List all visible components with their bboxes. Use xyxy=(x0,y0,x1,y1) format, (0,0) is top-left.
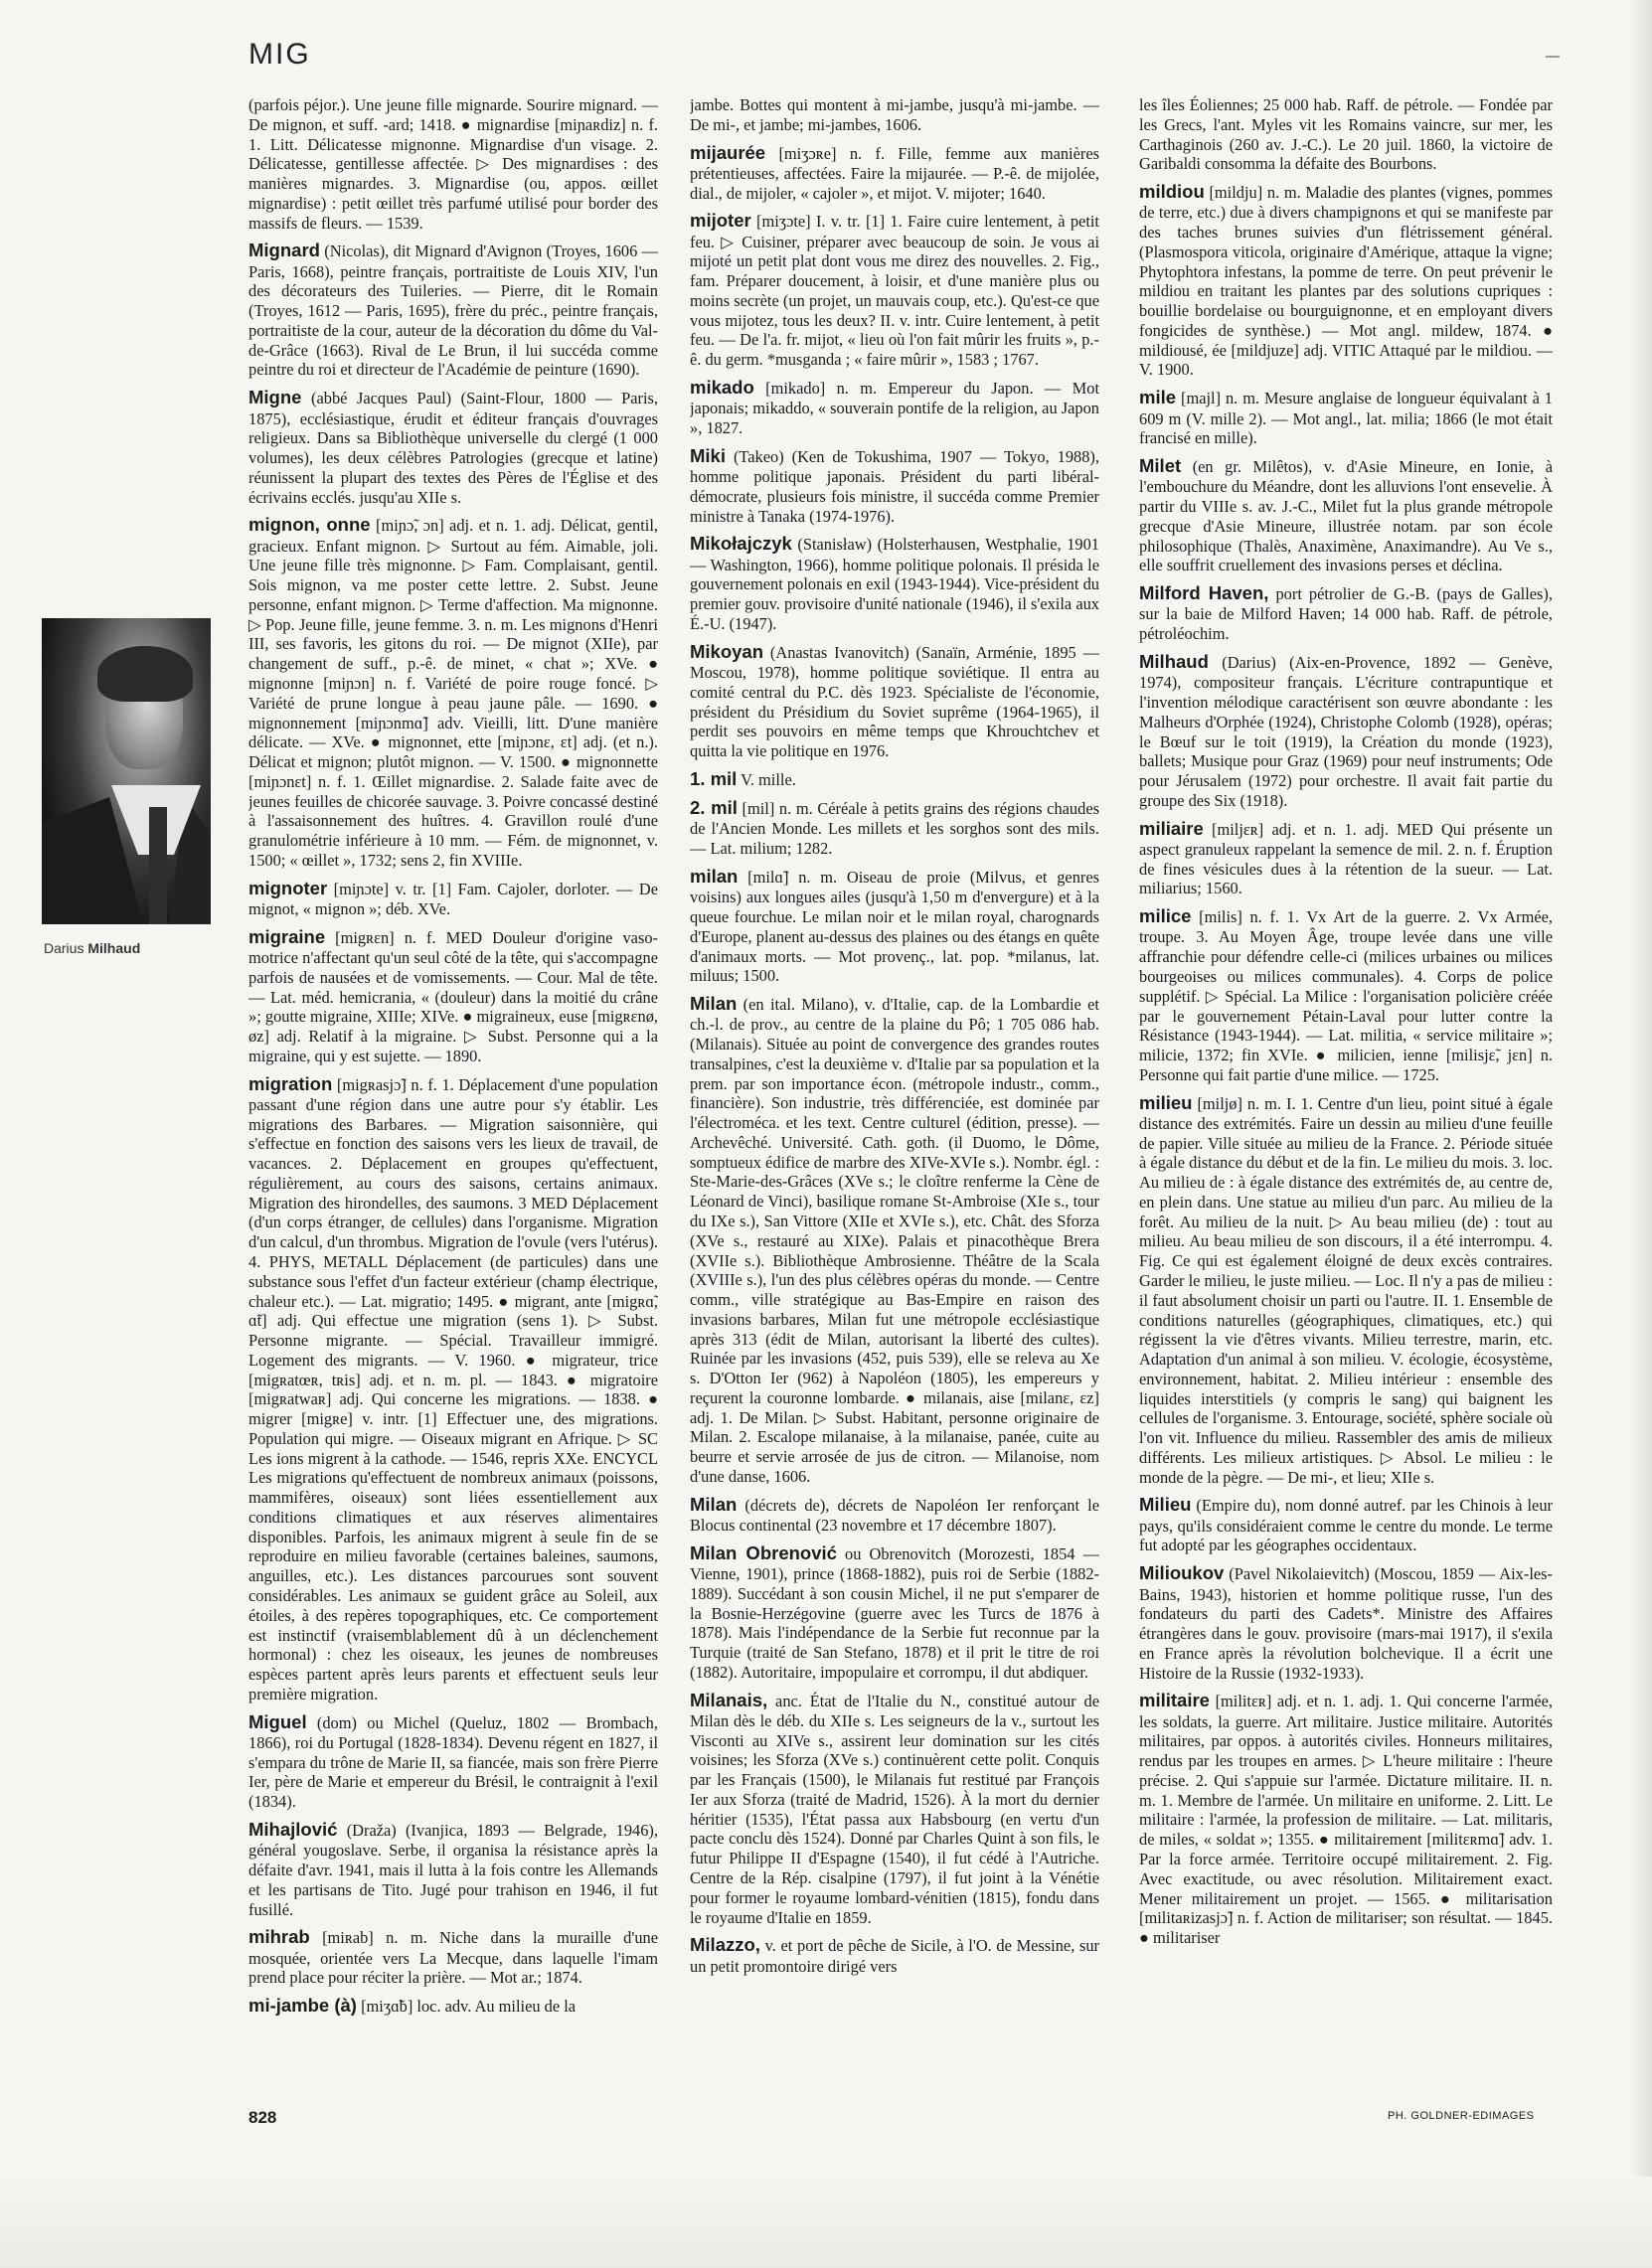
entry-definition: [mikado] n. m. Empereur du Japon. — Mot japonais; mikaddo, « souverain pontife de la religion, au Japon », 1827. xyxy=(690,378,1099,438)
dictionary-entry xyxy=(1139,905,1553,1084)
page-number: 828 xyxy=(248,2108,277,2127)
entry-definition: [miɲɔte] v. tr. [1] Fam. Cajoler, dorloter. — De mignot, « mignon »; déb. XVe. xyxy=(248,879,658,918)
column-1 xyxy=(248,95,658,2093)
column-2 xyxy=(690,95,1099,2093)
dictionary-entry xyxy=(690,533,1099,633)
entry-headword: militaire xyxy=(1139,1690,1210,1711)
dictionary-entry xyxy=(248,514,658,870)
entry-definition: (Stanisław) (Holsterhausen, Westphalie, 1901 — Washington, 1966), homme politique polonais. Il présida le gouvernement polonais en exil (1943-1944). Vice-président du premier gouv. provisoire d'unité nationale (1946), il s'exila aux É.-U. (1947). xyxy=(690,535,1099,633)
entry-headword: mijaurée xyxy=(690,141,766,163)
entry-definition: (abbé Jacques Paul) (Saint-Flour, 1800 — Paris, 1875), ecclésiastique, érudit et éditeur français d'ouvrages religieux. Dans sa Bibliothèque universelle du clergé (1 000 volumes), les deux célèbres Patrologies (grecque et latine) réunissent la plupart des textes des Pères de l'Église et des écrivains ecclés. jusqu'au XIIe s. xyxy=(248,389,658,507)
entry-headword: milice xyxy=(1139,905,1192,927)
portrait-hair xyxy=(97,646,193,702)
entry-headword: 1. mil xyxy=(690,767,738,789)
dictionary-entry xyxy=(248,95,658,233)
entry-headword: milieu xyxy=(1139,1091,1193,1113)
dictionary-entry xyxy=(690,768,1099,790)
running-head: MIG xyxy=(248,38,311,71)
entry-headword: mile xyxy=(1139,387,1177,408)
dictionary-entry xyxy=(248,1995,658,2017)
dictionary-entry xyxy=(690,445,1099,527)
dictionary-entry xyxy=(1139,818,1553,899)
dictionary-entry xyxy=(248,1819,658,1919)
entry-definition: (Draža) (Ivanjica, 1893 — Belgrade, 1946), général yougoslave. Serbe, il organisa la résistance après la défaite d'avr. 1941, mais il lutta à la fois contre les Allemands et les partisans de Tito. Jugé pour trahison en 1946, il fut fusillé. xyxy=(248,1820,658,1919)
entry-headword: Milioukov xyxy=(1139,1562,1225,1584)
entry-definition: (en gr. Milêtos), v. d'Asie Mineure, en Ionie, à l'embouchure du Méandre, dont les alluvions l'ont ensevelie. À partir du VIIIe s. av. J.-C., Milet fut la plus grande métropole grecque d'Asie Mineure, illustrée notam. par son école philosophique (Thalès, Anaximène, Anaximandre). Au Ve s., elle souffrit cruellement des invasions perses et déclina. xyxy=(1139,457,1553,575)
dictionary-entry xyxy=(690,210,1099,370)
entry-definition: (parfois péjor.). Une jeune fille mignarde. Sourire mignard. — De mignon, et suff. -ard; 1418. ● mignardise [miɲaʀdiz] n. f. 1. Litt. Délicatesse mignonne. Mignardise d'un visage. 2. Délicatesse, gentillesse affectée. ▷ Des mignardises : des manières mignardes. 3. Mignardise (ou, appos. œillet mignardise) : petit œillet très parfumé utilisé pour border des massifs de fleurs. — 1539. xyxy=(248,95,658,233)
entry-headword: Milet xyxy=(1139,455,1182,477)
entry-headword: mihrab xyxy=(248,1926,310,1948)
dictionary-entry xyxy=(1139,1562,1553,1683)
dictionary-entry xyxy=(248,1926,658,1988)
entry-headword: Mihajlović xyxy=(248,1818,338,1840)
entry-definition: (Anastas Ivanovitch) (Sanaïn, Arménie, 1895 — Moscou, 1978), homme politique soviétique. Il entra au comité central du P.C. dès 1923. Spécialiste de l'économie, président du Présidium du Soviet suprême (1964-1965), il perdit ses pouvoirs en même temps que Khrouchtchev et quitta la vie politique en 1976. xyxy=(690,642,1099,761)
dictionary-entry xyxy=(248,1073,658,1704)
photo-credit: PH. GOLDNER-EDIMAGES xyxy=(1388,2110,1535,2122)
dictionary-entry xyxy=(1139,1690,1553,1947)
entry-headword: mikado xyxy=(690,376,754,398)
portrait-photo xyxy=(42,618,211,924)
entry-definition: [milɑ̃] n. m. Oiseau de proie (Milvus, et genres voisins) aux longues ailes (jusqu'à 1,50 m d'envergure) et à la queue fourchue. Le milan noir et le milan royal, charognards d'Europe, planent au-dessus des plaines ou des étangs en quête d'animaux morts. — Mot provenç., lat. pop. *milanus, lat. miluus; 1500. xyxy=(690,867,1099,986)
entry-definition: (Nicolas), dit Mignard d'Avignon (Troyes, 1606 — Paris, 1668), peintre français, portraitiste de Louis XIV, l'un des décorateurs des Tuileries. — Pierre, dit le Romain (Troyes, 1612 — Paris, 1695), frère du préc., peintre français, portraitiste de la cour, auteur de la décoration du dôme du Val-de-Grâce (1663). Rival de Le Brun, il lui succéda comme peintre du roi et directeur de l'Académie de peinture (1690). xyxy=(248,242,658,380)
dictionary-entry xyxy=(690,377,1099,438)
entry-definition: (Pavel Nikolaievitch) (Moscou, 1859 — Aix-les-Bains, 1943), historien et homme politique russe, l'un des fondateurs du parti des Cadets*. Ministre des Affaires étrangères dans le gouv. provisoire (mars-mai 1917), il s'exila en France après la révolution bolchevique. Il a écrit une Histoire de la Russie (1932-1933). xyxy=(1139,1564,1553,1683)
entry-definition: [miʒɔʀe] n. f. Fille, femme aux manières prétentieuses, affectées. Faire la mijaurée. — P.-ê. de mijolée, dial., de mijoler, « cajoler », et mijot. V. mijoter; 1640. xyxy=(690,143,1099,203)
dictionary-entry xyxy=(690,993,1099,1487)
entry-definition: [migʀɛn] n. f. MED Douleur d'origine vaso-motrice n'affectant qu'un seul côté de la tête, qui s'accompagne parfois de nausées et de vomissements. — Cour. Mal de tête. — Lat. méd. hemicrania, « (douleur) dans la moitié du crâne »; goutte migraine, XIIIe; XIVe. ● migraineux, euse [migʀɛnø, øz] adj. Relatif à la migraine. ▷ Subst. Personne qui a la migraine, qui y est sujette. — 1890. xyxy=(248,927,658,1065)
dictionary-entry xyxy=(248,240,658,380)
entry-definition: [mildju] n. m. Maladie des plantes (vignes, pommes de terre, etc.) due à divers champignons et qui se manifeste par des taches brunes suivies d'un flétrissement général. (Plasmospora viticola, originaire d'Amérique, attaque la vigne; Phytophtora infestans, la pomme de terre. On peut prévenir le mildiou en traitant les plantes par des solutions cupriques : bouillie bordelaise ou bourguignonne, et en employant divers fongicides de synthèse.) — Mot angl. mildew, 1874. ● mildiousé, ée [mildjuze] adj. VITIC Attaqué par le mildiou. — V. 1900. xyxy=(1139,183,1553,380)
entry-headword: migration xyxy=(248,1072,333,1094)
dictionary-entry xyxy=(1139,181,1553,380)
entry-headword: miliaire xyxy=(1139,817,1204,839)
entry-headword: Milieu xyxy=(1139,1494,1192,1516)
entry-definition: [miljø] n. m. I. 1. Centre d'un lieu, point situé à égale distance des extrémités. Faire un dessin au milieu d'une feuille de papier. Ville située au milieu de la France. 2. Période située à égale distance du début et de la fin. Le milieu du mois. 3. loc. Au milieu de : à égale distance des extrémités de, au centre de, en plein dans. Une statue au milieu d'un parc. Au milieu de la forêt. Au milieu de la nuit. ▷ Au beau milieu (de) : tout au milieu. Au beau milieu de son discours, il a été interrompu. 4. Fig. Ce qui est également éloigné de deux excès contraires. Garder le milieu, le juste milieu. — Loc. Il n'y a pas de milieu : il faut absolument choisir un parti ou l'autre. II. 1. Ensemble de conditions naturelles (géographiques, climatiques, etc.) qui régissent la vie d'êtres vivants. Milieu terrestre, marin, etc. Adaptation d'un animal à son milieu. V. écologie, écosystème, environnement, habitat. 2. Milieu intérieur : ensemble des liquides interstitiels (y compris le sang) qui baignent les cellules de l'organisme. 3. Entourage, société, sphère sociale où l'on vit. Influence du milieu. Rassembler des amis de milieux différents. Les milieux artistiques. ▷ Absol. Le milieu : le monde de la pègre. — De mi-, et lieu; XIIe s. xyxy=(1139,1093,1553,1487)
dictionary-entry xyxy=(690,641,1099,761)
entry-headword: Milan Obrenović xyxy=(690,1541,837,1563)
entry-definition: [miʒɔte] I. v. tr. [1] 1. Faire cuire lentement, à petit feu. ▷ Cuisiner, préparer avec beaucoup de soin. Je vous ai mijoté un petit plat dont vous me direz des nouvelles. 2. Fig., fam. Préparer doucement, à loisir, et d'une manière plus ou moins secrète (un projet, un mauvais coup, etc.). Qu'est-ce que vous mijotez, tous les deux? II. v. intr. Cuire lentement, à petit feu. — De l'a. fr. mijot, « lieu où l'on fait mûrir les fruits », p.-ê. du germ. *musganda ; « faire mûrir », 1583 ; 1767. xyxy=(690,212,1099,370)
entry-headword: Mikoyan xyxy=(690,640,764,662)
page-edge-shadow xyxy=(1630,0,1652,2268)
entry-headword: Milan xyxy=(690,993,738,1015)
caption-last-name: Milhaud xyxy=(87,940,141,956)
entry-headword: Migne xyxy=(248,387,302,408)
entry-definition: (en ital. Milano), v. d'Italie, cap. de la Lombardie et ch.-l. de prov., au centre de la plaine du Pô; 1 705 086 hab. (Milanais). Située au point de convergence des grandes routes transalpines, c'est la deuxième v. d'Italie par sa population et la prem. par son importance écon. (métropole industr., comm., financière). Son industrie, très différenciée, est dominée par l'électroméca. et les text. Centre culturel (édition, presse). — Archevêché. Université. Cath. goth. (il Duomo, le Dôme, somptueux édifice de marbre des XIVe-XVIe s.). Nombr. égl. : Ste-Marie-des-Grâces (XVe s.; le cloître renferme la Cène de Léonard de Vinci), basilique romane St-Ambroise (XIe s., tour du IXe s.), San Vittore (XIIe et XVIe s.), etc. Chât. des Sforza (XVe s., restauré au XIXe). Palais et pinacothèque Brera (XVIIe s.). Bibliothèque Ambrosienne. Théâtre de la Scala (XVIIIe s.), l'un des plus célèbres opéras du monde. — Centre comm., ville stratégique au Bas-Empire en raison des invasions barbares, Milan fut une métropole ecclésiastique après 313 (édit de Milan, autorisant la liberté des cultes). Ruinée par les invasions (452, puis 539), elle se releva au Xe s. D'Otton Ier (962) à Napoléon (1805), les empereurs y reçurent la couronne lombarde. ● milanais, aise [milanɛ, ɛz] adj. 1. De Milan. ▷ Subst. Habitant, personne originaire de Milan. 2. Escalope milanaise, à la milanaise, panée, cuite au beurre et servie arrosée de jus de citron. — Milanoise, nom d'une danse, 1606. xyxy=(690,995,1099,1486)
entry-definition: (Darius) (Aix-en-Provence, 1892 — Genève, 1974), compositeur français. L'écriture contrapuntique et l'invention mélodique caractérisent son œuvre abondante : les Malheurs d'Orphée (1924), Christophe Colomb (1928), opéras; le Bœuf sur le toit (1919), la Création du monde (1923), ballets; Musique pour Graz (1969) pour neuf instruments; Ode pour Jérusalem (1972) pour orchestre. Il avait fait partie du groupe des Six (1918). xyxy=(1139,652,1553,810)
margin-mark xyxy=(1546,56,1560,58)
dictionary-entry xyxy=(690,1542,1099,1683)
entry-headword: Miki xyxy=(690,444,726,466)
entry-headword: 2. mil xyxy=(690,797,738,819)
entry-definition: v. et port de pêche de Sicile, à l'O. de Messine, sur un petit promontoire dirigé vers xyxy=(690,1936,1099,1976)
entry-definition: [miʒɑ̃b] loc. adv. Au milieu de la xyxy=(361,1997,577,2017)
entry-headword: Milan xyxy=(690,1493,738,1515)
entry-definition: [miʀab] n. m. Niche dans la muraille d'une mosquée, orientée vers La Mecque, dans laquelle l'imam prend place pour réciter la prière. — Mot ar.; 1874. xyxy=(248,1928,658,1988)
entry-definition: ou Obrenovitch (Morozesti, 1854 — Vienne, 1901), prince (1868-1882), puis roi de Serbie (1882-1889). Succédant à son cousin Michel, il ne put s'emparer de la Bosnie-Herzégovine (guerre avec les Turcs de 1876 à 1878). Mais l'indépendance de la Serbie fut reconnue par la Turquie (traité de San Stefano, 1878) et il prit le titre de roi (1882). Autoritaire, impopulaire et corrompu, il dut abdiquer. xyxy=(690,1543,1099,1682)
entry-headword: migraine xyxy=(248,925,326,947)
dictionary-entry xyxy=(690,1494,1099,1536)
entry-headword: milan xyxy=(690,865,739,887)
dictionary-entry xyxy=(690,1690,1099,1928)
caption-first-name: Darius xyxy=(44,940,84,956)
dictionary-entry xyxy=(248,387,658,507)
entry-definition: [milis] n. f. 1. Vx Art de la guerre. 2. Vx Armée, troupe. 3. Au Moyen Âge, troupe levée dans une ville affranchie pour défendre celle-ci (milices urbaines ou milices bourgeoises ou milices communales). 4. Corps de police supplétif. ▷ Spécial. La Milice : l'organisation policière créée par le gouvernement Pétain-Laval pour lutter contre la Résistance (1943-1944). — Lat. militia, « service militaire »; milicie, 1372; fin XVIe. ● milicien, ienne [milisjɛ̃, jɛn] n. Personne qui fait partie d'une milice. — 1725. xyxy=(1139,907,1553,1084)
entry-headword: mildiou xyxy=(1139,181,1205,203)
entry-headword: Milanais, xyxy=(690,1689,768,1710)
entry-headword: mignoter xyxy=(248,877,328,898)
entry-headword: Milazzo, xyxy=(690,1934,760,1956)
entry-definition: (Takeo) (Ken de Tokushima, 1907 — Tokyo, 1988), homme politique japonais. Président du parti libéral-démocrate, plusieurs fois ministre, il succéda comme Premier ministre à Tanaka (1974-1976). xyxy=(690,446,1099,526)
entry-definition: [mil] n. m. Céréale à petits grains des régions chaudes de l'Ancien Monde. Les millets et les sorghos sont des mils. — Lat. milium; 1282. xyxy=(690,799,1099,859)
entry-definition: (Empire du), nom donné autref. par les Chinois à leur pays, qu'ils considéraient comme le centre du monde. Le terme fut adopté par les géographes occidentaux. xyxy=(1139,1496,1553,1555)
portrait-tie xyxy=(149,807,167,924)
entry-definition: (décrets de), décrets de Napoléon Ier renforçant le Blocus continental (23 novembre et 17 décembre 1807). xyxy=(690,1495,1099,1535)
dictionary-entry xyxy=(690,95,1099,135)
entry-definition: jambe. Bottes qui montent à mi-jambe, jusqu'à mi-jambe. — De mi-, et jambe; mi-jambes, 1606. xyxy=(690,95,1099,134)
photo-caption xyxy=(44,940,140,956)
entry-definition: anc. État de l'Italie du N., constitué autour de Milan dès le déb. du XIIe s. Les seigneurs de la v., surtout les Visconti au XIVe s., assirent leur domination sur les cités voisines; les Sforza (XVe s.) continuèrent cette polit. Conquis par les Français (1500), le Milanais fut restitué par François Ier aux Sforza (traité de Madrid, 1526). À la mort du dernier héritier (1535), l'État passa aux Habsbourg (en vertu d'un pacte conclu dès 1524). Donné par Charles Quint à son fils, le futur Philippe II d'Espagne (1540), il fut cédé à l'Autriche. Centre de la Rép. cisalpine (1797), il fut joint à la Vénétie pour former le royaume lombard-vénitien (1815), fondu dans le royaume d'Italie en 1859. xyxy=(690,1691,1099,1927)
entry-definition: port pétrolier de G.-B. (pays de Galles), sur la baie de Milford Haven; 14 000 hab. Raff. de pétrole, pétroléochim. xyxy=(1139,584,1553,644)
entry-headword: Mikołajczyk xyxy=(690,533,792,555)
entry-headword: mijoter xyxy=(690,210,751,232)
dictionary-entry xyxy=(248,1711,658,1812)
dictionary-entry xyxy=(1139,582,1553,644)
entry-definition: [miljɛʀ] adj. et n. 1. adj. MED Qui présente un aspect granuleux rappelant la semence de mil. 2. n. f. Éruption de fines vésicules dues à la rétention de la sueur. — Lat. miliarius; 1560. xyxy=(1139,819,1553,898)
dictionary-entry xyxy=(690,1934,1099,1976)
entry-definition: [militɛʀ] adj. et n. 1. adj. 1. Qui concerne l'armée, les soldats, la guerre. Art militaire. Justice militaire. Autorités militaires, par oppos. à autorités civiles. Honneurs militaires, rendus par les troupes en armes. ▷ L'heure militaire : l'heure précise. 2. Qui s'appuie sur l'armée. Dictature militaire. II. n. m. 1. Membre de l'armée. Un militaire en uniforme. 2. Litt. Le militaire : l'armée, la profession de militaire. — Lat. militaris, de miles, « soldat »; 1355. ● militairement [militɛʀmɑ̃] adv. 1. Par la force armée. Territoire occupé militairement. 2. Fig. Avec exactitude, ou avec résolution. Militairement exact. Mener militairement un projet. — 1565. ● militarisation [militaʀizasjɔ̃] n. f. Action de militariser; son résultat. — 1845. ● militariser xyxy=(1139,1692,1553,1948)
entry-headword: mignon, onne xyxy=(248,514,371,536)
dictionary-entry xyxy=(248,926,658,1066)
dictionary-entry xyxy=(1139,1092,1553,1488)
dictionary-entry xyxy=(690,866,1099,986)
dictionary-entry xyxy=(1139,455,1553,575)
entry-definition: les îles Éoliennes; 25 000 hab. Raff. de pétrole. — Fondée par les Grecs, l'ant. Myles vit les Romains vaincre, sur mer, les Carthaginois (260 av. J.-C.). Le 20 juil. 1860, la victoire de Garibaldi consomma la défaite des Bourbons. xyxy=(1139,95,1553,174)
dictionary-entry xyxy=(690,142,1099,204)
dictionary-entry xyxy=(1139,387,1553,448)
bottom-margin xyxy=(0,2177,1652,2268)
entry-definition: [migʀasjɔ̃] n. f. 1. Déplacement d'une population passant d'une région dans une autre pour s'y établir. Les migrations des Barbares. — Migration saisonnière, qui s'effectue en fonction des saisons vers les lieux de travail, de vacances. 2. Déplacement en groupes qu'effectuent, régulièrement, au cours des saisons, certains animaux. Migration des hirondelles, des saumons. 3 MED Déplacement (d'un corps étranger, de cellules) dans l'organisme. Migration d'un calcul, d'un thrombus. Migration de l'ovule (vers l'utérus). 4. PHYS, METALL Déplacement (de particules) dans une substance sous l'effet d'un facteur extérieur (champ électrique, chaleur etc.). — Lat. migratio; 1495. ● migrant, ante [migʀɑ̃, ɑ̃t] adj. Qui effectue une migration (sens 1). ▷ Subst. Personne migrante. — Spécial. Travailleur immigré. Logement des migrants. — V. 1960. ● migrateur, trice [migʀatœʀ, tʀis] adj. et n. m. pl. — 1843. ● migratoire [migʀatwaʀ] adj. Qui concerne les migrations. — 1838. ● migrer [migʀe] v. intr. [1] Effectuer une, des migrations. Population qui migre. — Oiseaux migrant en Afrique. ▷ SC Les ions migrent à la cathode. — 1546, repris XXe. ENCYCL Les migrations qu'effectuent de nombreux animaux (poissons, mammifères, oiseaux) sont liées essentiellement aux conditions climatiques et aux réserves alimentaires disponibles. Parfois, les animaux migrent à seule fin de se reproduire en milieu favorable (certaines baleines, saumons, anguilles, etc.). Les distances parcourues sont souvent considérables. Les animaux se guident grâce au Soleil, aux étoiles, à des repères topographiques, etc. Ce comportement est instinctif (vraisemblablement dû à un déclenchement hormonal) : chez les oiseaux, les jeunes de nombreuses espèces partent après leurs parents et effectuent seuls leur première migration. xyxy=(248,1074,658,1703)
dictionary-entry xyxy=(248,878,658,919)
column-3 xyxy=(1139,95,1553,2093)
entry-definition: [miɲɔ̃, ɔn] adj. et n. 1. adj. Délicat, gentil, gracieux. Enfant mignon. ▷ Surtout au fém. Aimable, joli. Une jeune fille très mignonne. ▷ Fam. Complaisant, gentil. Sois mignon, va me poster cette lettre. 2. Subst. Jeune personne, enfant mignon. ▷ Terme d'affection. Ma mignonne. ▷ Pop. Jeune fille, jeune femme. 3. n. m. Les mignons d'Henri III, ses favoris, les gitons du roi. — De mignot (XIIe), par changement de suff., p.-ê. de minet, « chat »; XVe. ● mignonne [miɲɔn] n. f. Variété de poire rouge foncé. ▷ Variété de prune longue à peau jaune pâle. — 1690. ● mignonnement [miɲɔnmɑ̃] adv. Vieilli, litt. D'une manière délicate. — XVe. ● mignonnet, ette [miɲɔnɛ, ɛt] adj. (et n.). Délicat et mignon; plutôt mignon. — V. 1500. ● mignonnette [miɲɔnɛt] n. f. 1. Œillet mignardise. 2. Salade faite avec de jeunes feuilles de chicorée sauvage. 3. Poivre concassé destiné à l'assaisonnement des huîtres. 4. Gravillon roulé d'une granulométrie inférieure à 10 mm. — Fém. de mignonnet, v. 1500; « œillet », 1732; sens 2, fin XVIIIe. xyxy=(248,516,658,870)
entry-headword: Milhaud xyxy=(1139,650,1209,672)
dictionary-entry xyxy=(1139,95,1553,174)
entry-definition: V. mille. xyxy=(741,769,796,789)
entry-definition: [majl] n. m. Mesure anglaise de longueur équivalant à 1 609 m (V. mille 2). — Mot angl., lat. milia; 1866 (le mot était francisé en mille). xyxy=(1139,389,1553,448)
entry-headword: Milford Haven, xyxy=(1139,582,1269,604)
dictionary-entry xyxy=(1139,651,1553,811)
entry-headword: mi-jambe (à) xyxy=(248,1995,357,2017)
entry-definition: (dom) ou Michel (Queluz, 1802 — Brombach, 1866), roi du Portugal (1828-1834). Devenu régent en 1827, il s'empara du trône de Marie II, sa fiancée, mais son frère Pierre Ier, père de Marie et empereur du Brésil, le contraignit à l'exil (1834). xyxy=(248,1712,658,1812)
dictionary-entry xyxy=(690,797,1099,859)
entry-headword: Mignard xyxy=(248,240,320,261)
dictionary-entry xyxy=(1139,1494,1553,1555)
entry-headword: Miguel xyxy=(248,1710,307,1732)
